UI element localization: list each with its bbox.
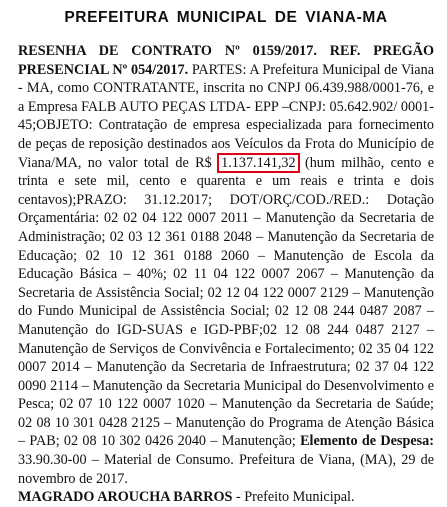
contract-value-highlight: 1.137.141,32 bbox=[217, 153, 299, 173]
contract-summary-paragraph bbox=[18, 42, 434, 507]
document-header: PREFEITURA MUNICIPAL DE VIANA-MA bbox=[64, 9, 388, 26]
contract-term-budget: (hum milhão, cento e trinta e sete mil, cento e quarenta e um reais e trinta e dois centavos);PRAZO: 31.12.2017; DOT/ORÇ/COD./RED.: Dotação Orçamentária: 02 02 04 122 0007 2011 – Manutenção da Secretaria de Administração; 02 03 12 361 0188 2048 – Manutenção da Secretaria de Educação; 02 10 12 361 0188 2060 – Manutenção de Escola da Educação Básica – 40%; 02 11 04 122 0007 2067 – Manutenção da Secretaria de Assistência Social; 02 12 04 122 0007 2129 – Manutenção do Fundo Municipal de Assistência Social; 02 12 08 244 0487 2087 – Manutenção do IGD-SUAS e IGD-PBF;02 12 08 244 0487 2127 – Manutenção de Serviços de Convivência e Fortalecimento; 02 35 04 122 0007 2014 – Manutenção da Secretaria de Infraestrutura; 02 37 04 122 0090 2114 – Manutenção da Secretaria Municipal do Desenvolvimento e Pesca; 02 07 10 122 0007 1020 – Manutenção da Secretaria de Saúde; 02 08 10 301 0428 2125 – Manutenção do Programa de Atenção Básica – PAB; 02 08 10 302 0426 2040 – Manutenção; bbox=[18, 154, 434, 450]
signer-name: MAGRADO AROUCHA BARROS bbox=[18, 489, 233, 506]
contract-parties-object: PARTES: A Prefeitura Municipal de Viana - MA, como CONTRATANTE, inscrita no CNPJ 06.439.988/0001-76, e a Empresa FALB AUTO PEÇAS LTDA- EPP –CNPJ: 05.642.902/ 0001-45;OBJETO: Contratação de empresa especializada para fornecimento de peças de reposição destinados aos Veículos da Frota do Município de Viana/MA, no valor total de R$ bbox=[18, 61, 434, 171]
expense-element-detail: 33.90.30-00 – Material de Consumo. Prefeitura de Viana, (MA), 29 de novembro de 2017. bbox=[18, 452, 434, 487]
expense-element-label: Elemento de Despesa: bbox=[300, 433, 434, 450]
signer-role: - Prefeito Municipal. bbox=[232, 489, 355, 506]
contract-title: RESENHA DE CONTRATO Nº 0159/2017. REF. PREGÃO PRESENCIAL Nº 054/2017. bbox=[18, 43, 434, 78]
